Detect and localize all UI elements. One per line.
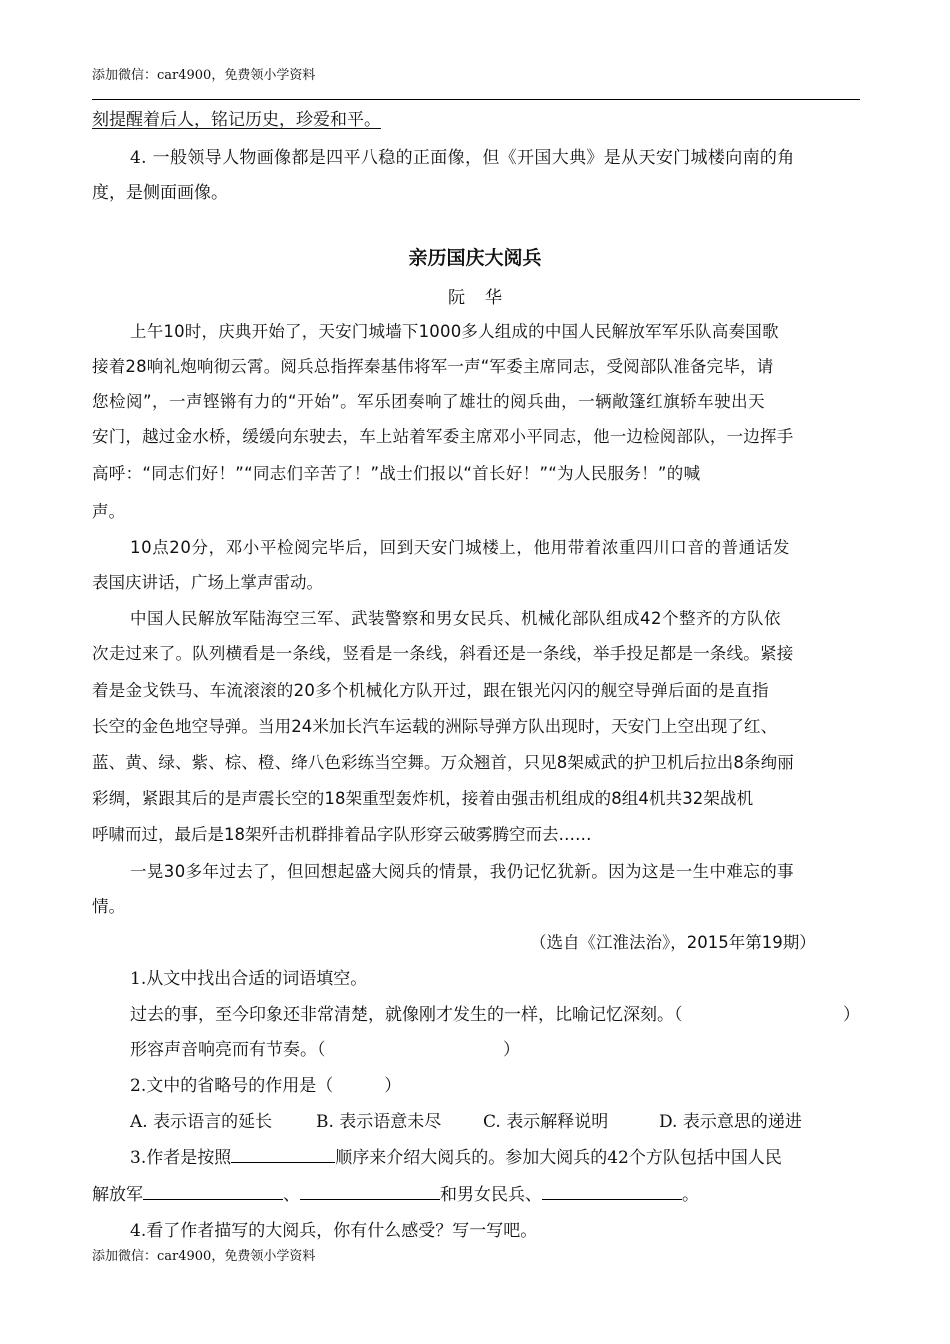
question-3-part2: 顺序来介绍大阅兵的。参加大阅兵的42个方队包括中国人民 [335,1148,782,1168]
article-author: 阮华 [448,288,522,308]
prev-answer-item4-line2: 度，是侧面画像。 [92,183,228,203]
question-1-stem: 1.从文中找出合适的词语填空。 [130,969,368,989]
question-3-line2-b: 和男女民兵、 [440,1185,542,1205]
article-line: 着是金戈铁马、车流滚滚的20多个机械化方队开过，跟在银光闪闪的舰空导弹后面的是直指 [92,681,769,700]
article-line: 安门，越过金水桥，缓缓向东驶去，车上站着军委主席邓小平同志，他一边检阅部队，一边挥手 [92,427,794,446]
question-2-option-d: D. 表示意思的递进 [659,1112,802,1132]
article-line: 您检阅”，一声铿锵有力的“开始”。军乐团奏响了雄壮的阅兵曲，一辆敞篷红旗轿车驶出天 [92,392,766,411]
article-line: 上午10时，庆典开始了，天安门城墙下1000多人组成的中国人民解放军军乐队高奏国歌 [130,322,779,341]
article-line: 10点20分，邓小平检阅完毕后，回到天安门城楼上，他用带着浓重四川口音的普通话发 [130,538,790,557]
question-2-option-b: B. 表示语意未尽 [316,1112,442,1132]
article-line: 一晃30多年过去了，但回想起盛大阅兵的情景，我仍记忆犹新。因为这是一生中难忘的事 [130,862,794,881]
question-1a-text: 过去的事，至今印象还非常清楚，就像刚才发生的一样，比喻记忆深刻。（ [130,1005,683,1025]
article-line: 声。 [92,502,125,521]
question-1b-close: ） [503,1040,520,1060]
article-line: 次走过来了。队列横看是一条线，竖看是一条线，斜看还是一条线，举手投足都是一条线。紧接 [92,644,794,663]
article-line: 彩绸，紧跟其后的是声震长空的18架重型轰炸机，接着由强击机组成的8组4机共32架战机 [92,789,754,808]
article-line: 长空的金色地空导弹。当用24米加长汽车运载的洲际导弹方队出现时，天安门上空出现了红、 [92,717,778,736]
prev-answer-item4-line1: 4. 一般领导人物画像都是四平八稳的正面像，但《开国大典》是从天安门城楼向南的角 [130,148,795,168]
answer-blank-4[interactable] [542,1181,682,1200]
prev-answer-line: 刻提醒着后人，铭记历史，珍爱和平。 [92,110,381,130]
article-line: 蓝、黄、绿、紫、棕、橙、绛八色彩练当空舞。万众翘首，只见8架威武的护卫机后拉出8条绚丽 [92,753,794,772]
question-3-part1: 3.作者是按照 [130,1148,232,1168]
header-watermark: 添加微信：car4900，免费领小学资料 [92,68,316,83]
question-3-line2 [92,1180,699,1205]
question-2-option-c: C. 表示解释说明 [483,1112,609,1132]
article-line: 表国庆讲话，广场上掌声雷动。 [92,573,323,592]
answer-blank-3[interactable] [300,1181,440,1200]
question-1a-close: ） [843,1005,860,1025]
article-line: 高呼：“同志们好！”“同志们辛苦了！”战士们报以“首长好！”“为人民服务！”的喊 [92,464,701,483]
article-source: （选自《江淮法治》，2015年第19期） [530,933,816,952]
footer-watermark: 添加微信：car4900，免费领小学资料 [92,1249,316,1264]
question-3-line1 [130,1143,782,1168]
question-3-line2-a: 解放军 [92,1185,143,1205]
article-line: 呼啸而过，最后是18架歼击机群排着品字队形穿云破雾腾空而去…… [92,825,592,844]
question-3-sep: 、 [283,1185,300,1205]
article-line: 接着28响礼炮响彻云霄。阅兵总指挥秦基伟将军一声“军委主席同志，受阅部队准备完毕，请 [92,357,774,376]
question-2-stem: 2.文中的省略号的作用是（ ） [130,1076,402,1096]
question-2-option-a: A. 表示语言的延长 [130,1112,273,1132]
article-line: 中国人民解放军陆海空三军、武装警察和男女民兵、机械化部队组成42个整齐的方队依 [130,609,781,628]
question-3-end: 。 [682,1185,699,1205]
header-rule [92,99,860,100]
article-title: 亲历国庆大阅兵 [408,247,542,269]
answer-blank-2[interactable] [143,1181,283,1200]
answer-blank-1[interactable] [231,1144,335,1163]
question-1b-text: 形容声音响亮而有节奏。（ [130,1040,326,1060]
question-4-stem: 4.看了作者描写的大阅兵，你有什么感受？写一写吧。 [130,1221,538,1241]
article-line: 情。 [92,897,125,916]
